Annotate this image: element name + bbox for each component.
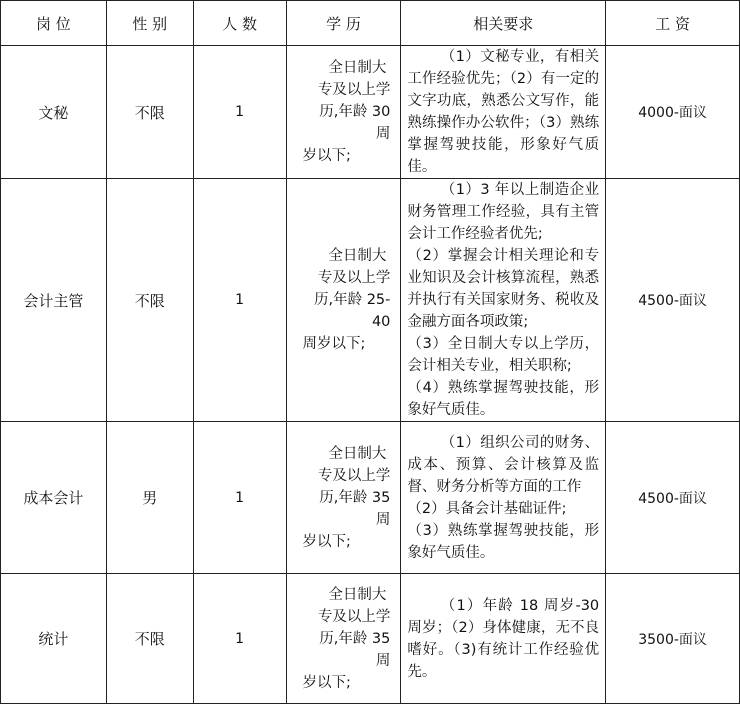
gender-cell: 不限: [106, 574, 193, 704]
education-line: 周岁以下;: [302, 336, 366, 352]
education-line: 全日制大: [328, 586, 387, 603]
education-line: 专及以上学: [317, 270, 391, 286]
salary-cell: 4000-面议: [606, 46, 740, 179]
requirements-cell: [401, 179, 606, 422]
table-header-row: [1, 1, 740, 46]
education-line: 历,年龄 30 周: [319, 104, 391, 142]
requirement-item: （1）组织公司的财务、成本、预算、会计核算及监督、财务分析等方面的工作: [407, 434, 600, 495]
requirement-item: （2）掌握会计相关理论和专业知识及会计核算流程，熟悉并执行有关国家财务、税收及金融方面各项政策;: [407, 248, 600, 330]
position-cell: 统计: [1, 574, 107, 704]
requirement-item: （2）具备会计基础证件;: [407, 500, 567, 517]
education-line: 全日制大: [328, 445, 387, 462]
header-count: 人 数: [193, 1, 286, 46]
salary-cell: 4500-面议: [606, 422, 740, 574]
education-cell: [286, 422, 401, 574]
table-row: [1, 46, 740, 179]
header-education: 学 历: [286, 1, 401, 46]
header-position: 岗 位: [1, 1, 107, 46]
gender-cell: 不限: [106, 179, 193, 422]
position-cell: 成本会计: [1, 422, 107, 574]
salary-cell: 3500-面议: [606, 574, 740, 704]
education-cell: [286, 46, 401, 179]
requirements-cell: [401, 574, 606, 704]
gender-cell: 不限: [106, 46, 193, 179]
header-salary: 工 资: [606, 1, 740, 46]
requirements-cell: [401, 422, 606, 574]
salary-cell: 4500-面议: [606, 179, 740, 422]
position-cell: 文秘: [1, 46, 107, 179]
education-line: 岁以下;: [302, 533, 351, 550]
requirement-item: （1）年龄 18 周岁-30 周岁；（2）身体健康，无不良嗜好。（3)有统计工作经验优先。: [407, 597, 600, 680]
requirement-item: （1）3 年以上制造企业财务管理工作经验，具有主管会计工作经验者优先;: [407, 182, 600, 242]
table-row: [1, 179, 740, 422]
education-line: 历,年龄 35 周: [319, 630, 391, 669]
education-line: 岁以下;: [302, 674, 351, 691]
requirement-item: （1）文秘专业，有相关工作经验优先；（2）有一定的文字功底，熟悉公文写作，能熟练操作办公软件；（3）熟练掌握驾驶技能，形象好气质佳。: [407, 49, 600, 175]
education-line: 专及以上学: [317, 467, 391, 484]
count-cell: 1: [193, 179, 286, 422]
education-cell: [286, 574, 401, 704]
education-line: 岁以下;: [302, 148, 351, 164]
gender-cell: 男: [106, 422, 193, 574]
requirement-item: （3）熟练掌握驾驶技能，形象好气质佳。: [407, 522, 600, 561]
count-cell: 1: [193, 46, 286, 179]
table-row: [1, 574, 740, 704]
education-line: 历,年龄 35 周: [319, 489, 391, 528]
requirements-cell: [401, 46, 606, 179]
header-requirements: 相关要求: [401, 1, 606, 46]
table-row: [1, 422, 740, 574]
count-cell: 1: [193, 422, 286, 574]
education-line: 专及以上学: [317, 608, 391, 625]
requirement-item: （3）全日制大专以上学历，会计相关专业，相关职称;: [407, 336, 600, 374]
position-cell: 会计主管: [1, 179, 107, 422]
count-cell: 1: [193, 574, 286, 704]
education-line: 全日制大: [328, 248, 387, 264]
requirement-item: （4）熟练掌握驾驶技能，形象好气质佳。: [407, 380, 600, 418]
education-line: 专及以上学: [317, 82, 391, 98]
header-gender: 性 别: [106, 1, 193, 46]
education-cell: [286, 179, 401, 422]
education-line: 历,年龄 25-40: [313, 292, 391, 330]
education-line: 全日制大: [328, 60, 387, 76]
